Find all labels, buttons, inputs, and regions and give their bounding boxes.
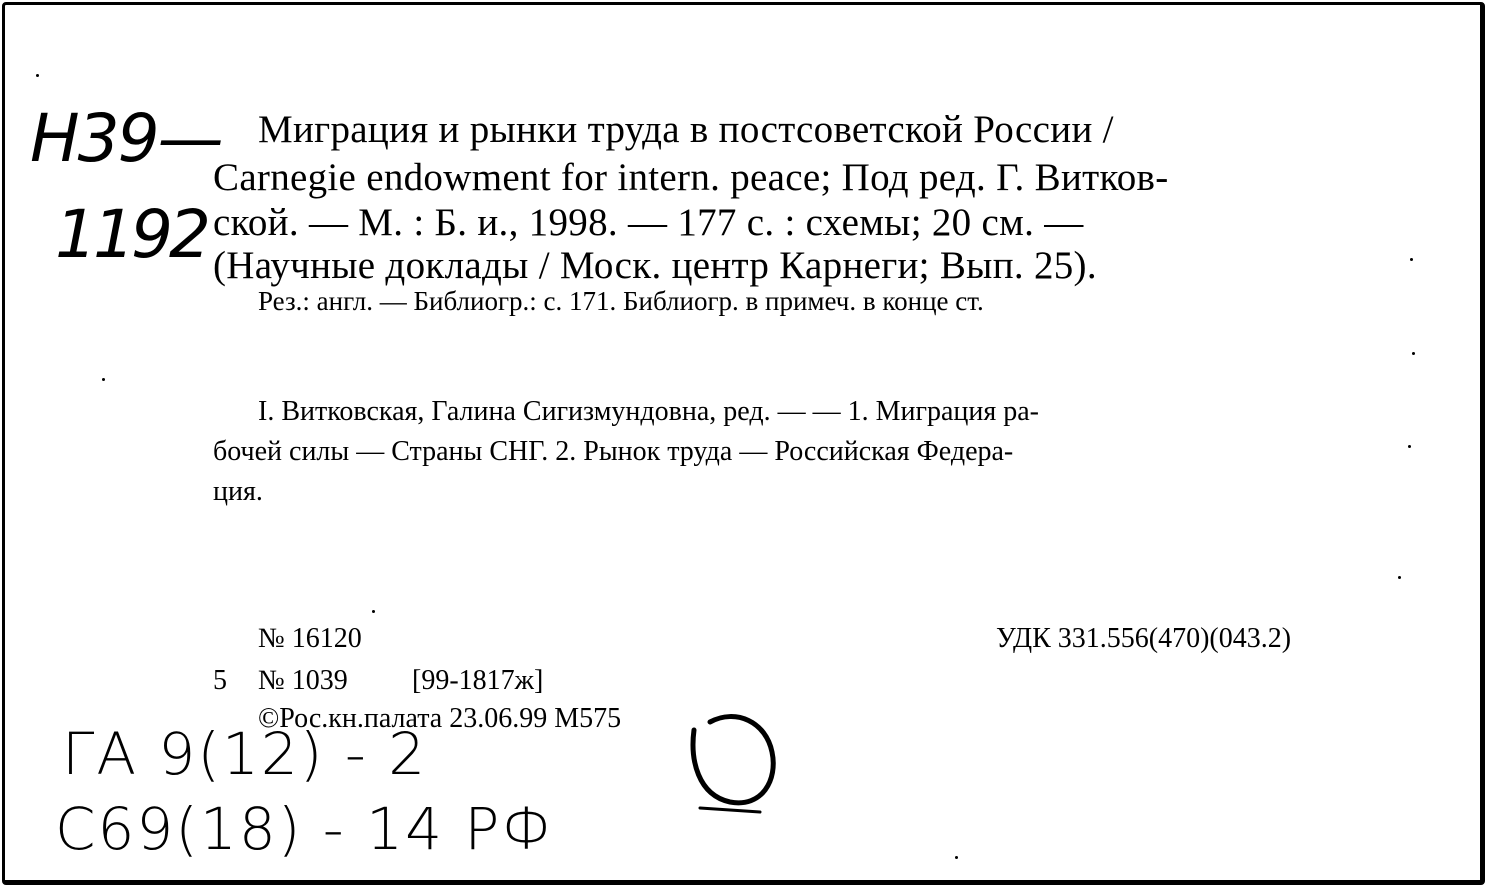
scan-speck xyxy=(1408,445,1411,448)
udk-code: УДК 331.556(470)(043.2) xyxy=(996,623,1292,654)
scan-speck xyxy=(102,378,105,381)
copies-count: 5 xyxy=(213,665,227,696)
tracings-line-2: бочей силы — Страны СНГ. 2. Рынок труда — Российская Федера- xyxy=(213,436,1014,467)
title-line-4: (Научные доклады / Моск. центр Карнеги; Вып. 25). xyxy=(213,244,1097,287)
tracings-line-3: ция. xyxy=(213,476,263,507)
imprint-line: ©Рос.кн.палата 23.06.99 М575 xyxy=(258,703,622,734)
call-number-line2: 1192 xyxy=(55,196,207,273)
title-line-1: Миграция и рынки труда в постсоветской России / xyxy=(258,108,1114,151)
scan-speck xyxy=(372,610,375,613)
call-number-line1: Н39— xyxy=(30,100,222,177)
title-line-2: Carnegie endowment for intern. peace; Под ред. Г. Витков- xyxy=(213,156,1169,199)
shelf-mark-line1: ГА 9(12) - 2 xyxy=(62,720,428,788)
scan-speck xyxy=(955,856,958,859)
record-number: № 16120 xyxy=(258,623,362,654)
order-code: [99-1817ж] xyxy=(412,665,544,696)
scan-speck xyxy=(1410,258,1413,261)
scan-speck xyxy=(1412,352,1415,355)
notes-line: Рез.: англ. — Библиогр.: с. 171. Библиогр. в примеч. в конце ст. xyxy=(258,286,984,316)
tracings-line-1: I. Витковская, Галина Сигизмундовна, ред. — — 1. Миграция ра- xyxy=(258,396,1039,427)
scan-speck xyxy=(36,74,39,77)
handwritten-circle-mark xyxy=(680,700,790,820)
registration-number: № 1039 xyxy=(258,665,348,696)
scan-speck xyxy=(1398,576,1401,579)
title-line-3: ской. — М. : Б. и., 1998. — 177 с. : схемы; 20 см. — xyxy=(213,201,1084,244)
shelf-mark-line2: С69(18) - 14 РФ xyxy=(55,795,554,863)
